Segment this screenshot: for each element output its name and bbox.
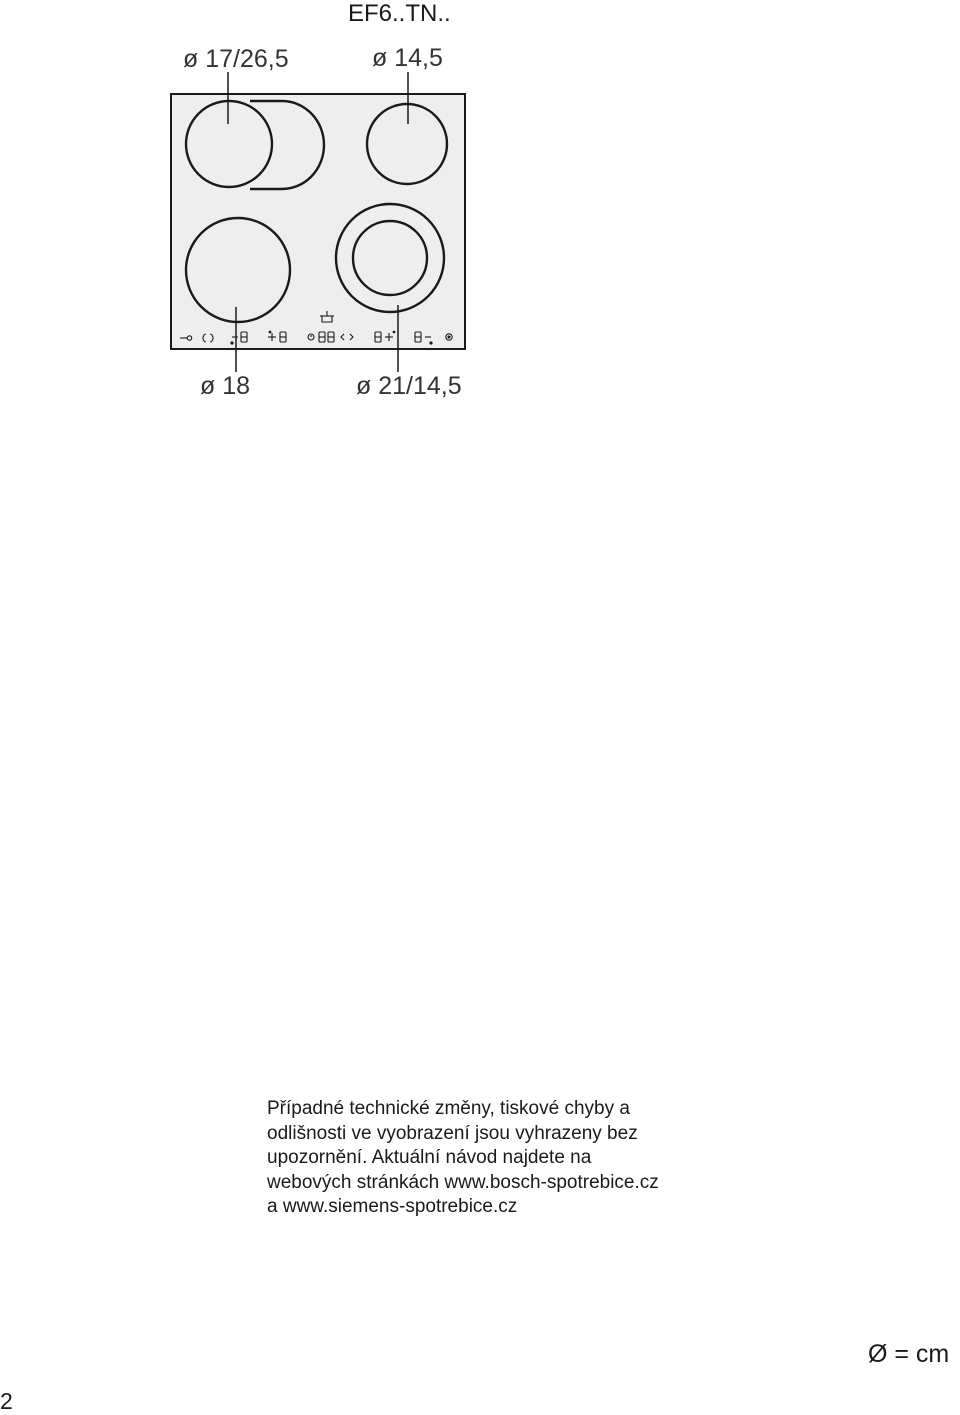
notice-line: Případné technické změny, tiskové chyby a — [267, 1098, 630, 1119]
unit-legend: Ø = cm — [868, 1340, 950, 1368]
zone-diameter-top-left: ø 17/26,5 — [183, 45, 289, 73]
zone-diameter-bottom-right: ø 21/14,5 — [356, 372, 462, 400]
dot-indicator — [269, 331, 272, 334]
legal-notice — [267, 1097, 727, 1220]
notice-line: webových stránkách www.bosch-spotrebice.cz — [267, 1171, 659, 1193]
dot-indicator — [429, 341, 432, 344]
hob-diagram — [0, 0, 960, 420]
dot-indicator — [230, 341, 233, 344]
zone-diameter-bottom-left: ø 18 — [200, 372, 251, 400]
hob-panel — [171, 94, 465, 349]
notice-line: odlišnosti ve vyobrazení jsou vyhrazeny bez — [267, 1122, 638, 1144]
model-title: EF6..TN.. — [348, 0, 451, 27]
page-number: 2 — [0, 1388, 13, 1414]
dot-indicator — [393, 331, 396, 334]
notice-line: a www.siemens-spotrebice.cz — [267, 1196, 518, 1217]
zone-diameter-top-right: ø 14,5 — [372, 44, 443, 72]
notice-line: upozornění. Aktuální návod najdete na — [267, 1147, 592, 1168]
